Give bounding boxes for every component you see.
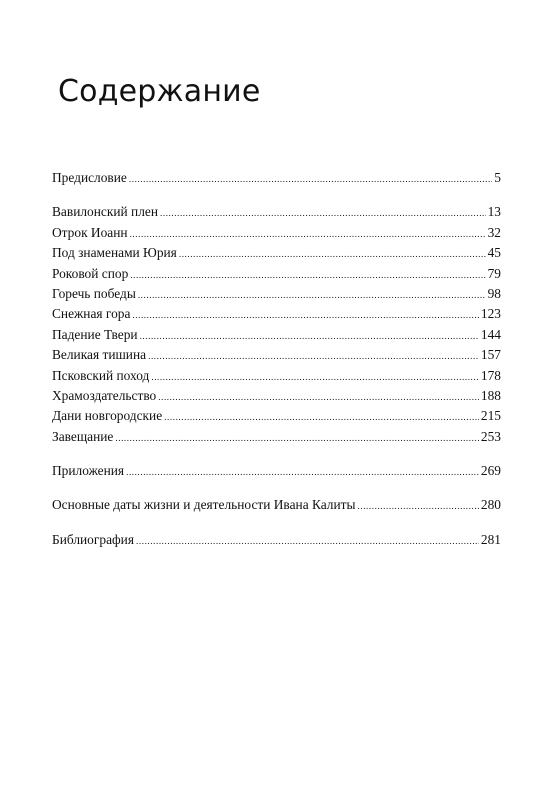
- dot-leader: [115, 428, 479, 448]
- dot-leader: [158, 387, 479, 407]
- toc-entry-title: Вавилонский плен: [52, 204, 158, 220]
- toc-entry-title: Великая тишина: [52, 347, 147, 363]
- dot-leader: [129, 169, 492, 189]
- toc-entry[interactable]: [52, 168, 501, 188]
- toc-entry-page: 178: [480, 367, 501, 383]
- toc-entry-page: 269: [480, 463, 501, 479]
- toc-entry[interactable]: [52, 304, 501, 324]
- toc-entry-page: 280: [480, 497, 501, 513]
- toc-entry-title: Горечь победы: [52, 285, 136, 301]
- toc-entry-page: 13: [487, 204, 501, 220]
- toc-entry[interactable]: [52, 366, 501, 386]
- toc-entry-page: 79: [487, 265, 501, 281]
- toc-entry[interactable]: [52, 386, 501, 406]
- toc-entry-page: 215: [480, 408, 501, 424]
- toc-entry[interactable]: [52, 530, 501, 550]
- dot-leader: [140, 326, 479, 346]
- toc-entry-title: Отрок Иоанн: [52, 224, 128, 240]
- toc-entry-title: Падение Твери: [52, 326, 138, 342]
- toc-entry-page: 253: [480, 428, 501, 444]
- dot-leader: [130, 224, 486, 244]
- toc-entry-title: Библиография: [52, 531, 135, 547]
- toc-entry[interactable]: [52, 202, 501, 222]
- toc-entry-title: Предисловие: [52, 170, 127, 185]
- dot-leader: [160, 203, 486, 223]
- dot-leader: [138, 285, 486, 305]
- dot-leader: [130, 265, 485, 285]
- toc-entry[interactable]: [52, 406, 501, 426]
- toc-entry-title: Приложения: [52, 463, 125, 479]
- dot-leader: [358, 496, 479, 516]
- toc-entry-title: Роковой спор: [52, 265, 129, 281]
- toc-entry-page: 123: [480, 306, 501, 322]
- toc-entry-page: 98: [487, 285, 501, 301]
- toc-entry-title: Снежная гора: [52, 306, 131, 322]
- toc-entry-page: 144: [480, 326, 501, 342]
- toc-entry-title: Псковский поход: [52, 367, 150, 383]
- toc-entry-title: Дани новгородские: [52, 408, 163, 424]
- toc-entry-page: 188: [480, 387, 501, 403]
- toc-entry[interactable]: [52, 461, 501, 481]
- toc-entry[interactable]: [52, 495, 501, 515]
- dot-leader: [148, 346, 479, 366]
- table-of-contents: [52, 168, 501, 550]
- dot-leader: [136, 531, 479, 551]
- dot-leader: [151, 367, 479, 387]
- toc-entry-page: 5: [494, 170, 501, 185]
- dot-leader: [164, 407, 479, 427]
- toc-entry[interactable]: [52, 427, 501, 447]
- toc-entry-title: Завещание: [52, 428, 114, 444]
- toc-entry-title: Храмоздательство: [52, 387, 157, 403]
- dot-leader: [132, 305, 479, 325]
- toc-entry[interactable]: [52, 325, 501, 345]
- toc-entry[interactable]: [52, 284, 501, 304]
- toc-entry-title: Основные даты жизни и деятельности Ивана Калиты: [52, 497, 356, 513]
- dot-leader: [179, 244, 486, 264]
- toc-entry-page: 281: [480, 531, 501, 547]
- toc-entry[interactable]: [52, 264, 501, 284]
- toc-entry-title: Под знаменами Юрия: [52, 245, 177, 261]
- page-title: Содержание: [58, 74, 261, 109]
- toc-entry[interactable]: [52, 345, 501, 365]
- toc-entry-page: 157: [480, 347, 501, 363]
- toc-entry[interactable]: [52, 243, 501, 263]
- dot-leader: [126, 462, 479, 482]
- toc-entry-page: 32: [487, 224, 501, 240]
- toc-entry-page: 45: [487, 245, 501, 261]
- toc-entry[interactable]: [52, 223, 501, 243]
